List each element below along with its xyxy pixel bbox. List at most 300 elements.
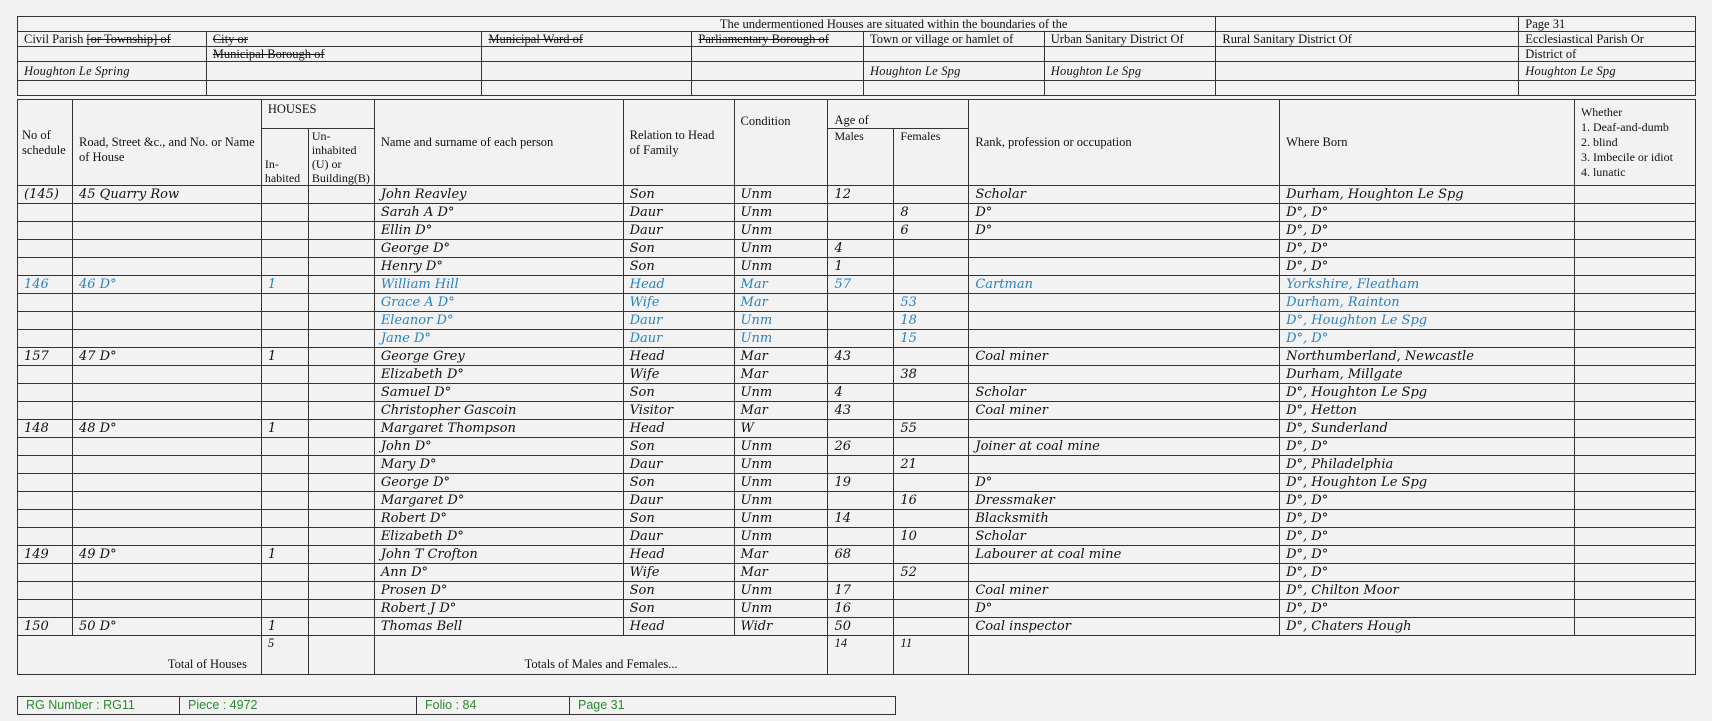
schedule-cell [18,564,73,582]
occupation-cell [969,330,1280,348]
person-name: Prosen D° [374,582,623,600]
col-houses: HOUSES [261,100,374,129]
table-row [18,222,1696,240]
schedule-cell [18,510,73,528]
road-cell [72,564,261,582]
female-age: 16 [894,492,969,510]
person-name: Henry D° [374,258,623,276]
schedule-cell [18,438,73,456]
road-cell [72,456,261,474]
table-row [18,474,1696,492]
uninhabited-cell [308,258,374,276]
male-age: 1 [828,258,894,276]
relation-cell: Head [623,546,734,564]
person-name: John T Crofton [374,546,623,564]
page-label: Page 31 [1519,17,1696,32]
table-row [18,204,1696,222]
relation-cell: Son [623,600,734,618]
male-age: 12 [828,186,894,204]
relation-cell: Daur [623,492,734,510]
person-name: Christopher Gascoin [374,402,623,420]
infirmity-cell [1574,438,1695,456]
infirmity-cell [1574,618,1695,636]
infirmity-cell [1574,222,1695,240]
condition-cell: Mar [734,366,828,384]
person-name: Eleanor D° [374,312,623,330]
infirmity-cell [1574,240,1695,258]
road-cell [72,366,261,384]
male-age [828,366,894,384]
uninhabited-cell [308,438,374,456]
male-age [828,312,894,330]
infirmity-cell [1574,330,1695,348]
road-cell [72,438,261,456]
census-table [17,99,1696,675]
person-name: Robert D° [374,510,623,528]
birthplace-cell: Durham, Rainton [1280,294,1575,312]
inhabited-cell [261,312,308,330]
male-age: 19 [828,474,894,492]
male-age: 17 [828,582,894,600]
rg-number: RG Number : RG11 [18,697,180,714]
infirmity-cell [1574,474,1695,492]
male-age [828,330,894,348]
female-age: 55 [894,420,969,438]
table-row [18,528,1696,546]
inhabited-cell [261,222,308,240]
uninhabited-cell [308,222,374,240]
inhabited-cell [261,528,308,546]
occupation-cell [969,312,1280,330]
relation-cell: Head [623,348,734,366]
infirmity-cell [1574,456,1695,474]
whether-3: 3. Imbecile or idiot [1580,150,1673,164]
relation-cell: Son [623,582,734,600]
col-condition: Condition [734,100,828,186]
person-name: Grace A D° [374,294,623,312]
occupation-cell: Coal miner [969,582,1280,600]
table-row [18,402,1696,420]
female-age [894,186,969,204]
schedule-cell [18,294,73,312]
inhabited-cell: 1 [261,348,308,366]
road-cell: 47 D° [72,348,261,366]
male-age: 43 [828,348,894,366]
col-road: Road, Street &c., and No. or Name of House [72,100,261,186]
person-name: Ellin D° [374,222,623,240]
person-name: George Grey [374,348,623,366]
schedule-cell [18,456,73,474]
column-headers [18,100,1696,186]
birthplace-cell: Northumberland, Newcastle [1280,348,1575,366]
uninhabited-cell [308,384,374,402]
birthplace-cell: D°, Sunderland [1280,420,1575,438]
male-age [828,294,894,312]
birthplace-cell: D°, D° [1280,222,1575,240]
schedule-cell [18,330,73,348]
occupation-cell [969,564,1280,582]
occupation-cell: Cartman [969,276,1280,294]
urban-sanitary-value: Houghton Le Spg [1044,62,1216,81]
female-age [894,510,969,528]
col-inhabited: In- habited [261,129,308,186]
relation-cell: Son [623,384,734,402]
person-name: John Reavley [374,186,623,204]
person-name: Samuel D° [374,384,623,402]
uninhabited-cell [308,312,374,330]
male-age [828,492,894,510]
person-name: Thomas Bell [374,618,623,636]
uninhabited-cell [308,186,374,204]
inhabited-cell [261,510,308,528]
female-age [894,582,969,600]
condition-cell: Unm [734,582,828,600]
female-age [894,438,969,456]
relation-cell: Wife [623,564,734,582]
inhabited-cell [261,366,308,384]
table-row [18,600,1696,618]
col-age-of: Age of [828,100,969,129]
person-name: Margaret Thompson [374,420,623,438]
birthplace-cell: D°, D° [1280,510,1575,528]
road-cell: 45 Quarry Row [72,186,261,204]
female-age: 15 [894,330,969,348]
road-cell [72,582,261,600]
male-age [828,222,894,240]
condition-cell: W [734,420,828,438]
schedule-cell [18,582,73,600]
uninhabited-cell [308,474,374,492]
infirmity-cell [1574,384,1695,402]
male-age: 4 [828,384,894,402]
occupation-cell: Coal miner [969,348,1280,366]
infirmity-cell [1574,582,1695,600]
uninhabited-cell [308,582,374,600]
condition-cell: Mar [734,402,828,420]
inhabited-cell [261,474,308,492]
road-cell: 50 D° [72,618,261,636]
road-cell [72,600,261,618]
inhabited-cell: 1 [261,618,308,636]
birthplace-cell: Durham, Houghton Le Spg [1280,186,1575,204]
birthplace-cell: D°, D° [1280,330,1575,348]
civil-parish-value: Houghton Le Spring [18,62,207,81]
town-label: Town or village or hamlet of [864,32,1045,47]
occupation-cell [969,366,1280,384]
relation-cell: Son [623,258,734,276]
male-age: 43 [828,402,894,420]
occupation-cell: D° [969,222,1280,240]
condition-cell: Unm [734,240,828,258]
relation-cell: Wife [623,294,734,312]
occupation-cell: Scholar [969,384,1280,402]
inhabited-cell [261,258,308,276]
occupation-cell: Dressmaker [969,492,1280,510]
page-number: Page 31 [578,698,625,712]
birthplace-cell: D°, D° [1280,240,1575,258]
condition-cell: Mar [734,564,828,582]
schedule-cell [18,474,73,492]
schedule-cell: 146 [18,276,73,294]
road-cell: 48 D° [72,420,261,438]
infirmity-cell [1574,258,1695,276]
total-males-value: 14 [828,636,894,675]
relation-cell: Son [623,438,734,456]
infirmity-cell [1574,510,1695,528]
person-name: Mary D° [374,456,623,474]
relation-cell: Wife [623,366,734,384]
uninhabited-cell [308,528,374,546]
birthplace-cell: Durham, Millgate [1280,366,1575,384]
relation-cell: Daur [623,528,734,546]
road-cell [72,492,261,510]
col-whether [1574,100,1695,186]
person-name: George D° [374,240,623,258]
birthplace-cell: D°, Houghton Le Spg [1280,312,1575,330]
uninhabited-cell [308,618,374,636]
relation-cell: Son [623,510,734,528]
inhabited-cell: 1 [261,420,308,438]
infirmity-cell [1574,366,1695,384]
condition-cell: Unm [734,384,828,402]
table-row [18,492,1696,510]
condition-cell: Unm [734,474,828,492]
birthplace-cell: D°, D° [1280,528,1575,546]
occupation-cell: D° [969,600,1280,618]
condition-cell: Mar [734,546,828,564]
municipal-ward-label: Municipal Ward of [482,32,692,47]
whether-title: Whether [1580,105,1623,119]
female-age: 52 [894,564,969,582]
male-age [828,456,894,474]
parliamentary-borough-label: Parliamentary Borough of [692,32,864,47]
person-name: Elizabeth D° [374,528,623,546]
occupation-cell: Labourer at coal mine [969,546,1280,564]
municipal-borough-label: Municipal Borough of [206,47,482,62]
infirmity-cell [1574,600,1695,618]
schedule-cell: 148 [18,420,73,438]
ecclesiastical-value: Houghton Le Spg [1519,62,1696,81]
female-age [894,348,969,366]
birthplace-cell: D°, Houghton Le Spg [1280,474,1575,492]
relation-cell: Daur [623,456,734,474]
table-row [18,312,1696,330]
birthplace-cell: D°, Chaters Hough [1280,618,1575,636]
occupation-cell: Blacksmith [969,510,1280,528]
total-persons-label: Totals of Males and Females... [374,636,828,675]
female-age [894,384,969,402]
road-cell [72,402,261,420]
inhabited-cell [261,582,308,600]
occupation-cell: Coal inspector [969,618,1280,636]
relation-cell: Daur [623,222,734,240]
road-cell [72,312,261,330]
birthplace-cell: D°, Houghton Le Spg [1280,384,1575,402]
person-name: George D° [374,474,623,492]
schedule-cell [18,258,73,276]
uninhabited-cell [308,420,374,438]
birthplace-cell: D°, Hetton [1280,402,1575,420]
relation-cell: Daur [623,312,734,330]
infirmity-cell [1574,546,1695,564]
table-row [18,564,1696,582]
person-name: John D° [374,438,623,456]
condition-cell: Unm [734,600,828,618]
infirmity-cell [1574,276,1695,294]
female-age [894,618,969,636]
uninhabited-cell [308,204,374,222]
table-row [18,546,1696,564]
male-age: 14 [828,510,894,528]
road-cell [72,474,261,492]
birthplace-cell: D°, Philadelphia [1280,456,1575,474]
district-label: District of [1519,47,1696,62]
inhabited-cell [261,186,308,204]
inhabited-cell [261,402,308,420]
infirmity-cell [1574,294,1695,312]
city-label: City or [206,32,482,47]
schedule-cell: (145) [18,186,73,204]
table-row [18,510,1696,528]
schedule-cell [18,240,73,258]
male-age: 4 [828,240,894,258]
table-row [18,456,1696,474]
condition-cell: Unm [734,222,828,240]
table-row [18,276,1696,294]
male-age: 68 [828,546,894,564]
birthplace-cell: D°, D° [1280,492,1575,510]
total-houses-label: Total of Houses [18,636,262,675]
inhabited-cell [261,204,308,222]
inhabited-cell [261,330,308,348]
female-age [894,546,969,564]
schedule-cell [18,312,73,330]
uninhabited-cell [308,240,374,258]
inhabited-cell [261,294,308,312]
totals [18,636,1696,675]
birthplace-cell: D°, D° [1280,204,1575,222]
infirmity-cell [1574,492,1695,510]
female-age: 8 [894,204,969,222]
header-table [17,16,1696,96]
road-cell [72,528,261,546]
female-age: 53 [894,294,969,312]
inhabited-cell [261,384,308,402]
relation-cell: Head [623,618,734,636]
road-cell: 46 D° [72,276,261,294]
relation-cell: Head [623,276,734,294]
infirmity-cell [1574,528,1695,546]
female-age [894,600,969,618]
census-rows [18,186,1696,636]
uninhabited-cell [308,348,374,366]
civil-parish-label: Civil Parish [or Township] of [18,32,207,47]
inhabited-cell [261,456,308,474]
schedule-cell [18,402,73,420]
relation-cell: Daur [623,204,734,222]
female-age: 10 [894,528,969,546]
ecclesiastical-label: Ecclesiastical Parish Or [1519,32,1696,47]
infirmity-cell [1574,204,1695,222]
infirmity-cell [1574,402,1695,420]
birthplace-cell: D°, D° [1280,564,1575,582]
table-row [18,384,1696,402]
whether-1: 1. Deaf-and-dumb [1580,120,1669,134]
person-name: Elizabeth D° [374,366,623,384]
female-age [894,240,969,258]
condition-cell: Unm [734,204,828,222]
female-age: 38 [894,366,969,384]
female-age [894,474,969,492]
table-row [18,294,1696,312]
condition-cell: Mar [734,294,828,312]
inhabited-cell [261,564,308,582]
total-houses-value: 5 [261,636,308,675]
female-age: 6 [894,222,969,240]
relation-cell: Visitor [623,402,734,420]
rural-sanitary-label: Rural Sanitary District Of [1216,32,1519,47]
town-value: Houghton Le Spg [864,62,1045,81]
total-females-value: 11 [894,636,969,675]
road-cell [72,240,261,258]
occupation-cell [969,240,1280,258]
col-females: Females [894,129,969,186]
person-name: Margaret D° [374,492,623,510]
table-row [18,240,1696,258]
reference-footer [17,696,896,715]
infirmity-cell [1574,186,1695,204]
condition-cell: Unm [734,528,828,546]
schedule-cell: 157 [18,348,73,366]
occupation-cell: D° [969,474,1280,492]
infirmity-cell [1574,312,1695,330]
condition-cell: Unm [734,330,828,348]
road-cell [72,204,261,222]
occupation-cell [969,456,1280,474]
infirmity-cell [1574,564,1695,582]
male-age [828,528,894,546]
schedule-cell [18,492,73,510]
inhabited-cell [261,240,308,258]
table-row [18,618,1696,636]
condition-cell: Mar [734,348,828,366]
schedule-cell [18,366,73,384]
table-row [18,348,1696,366]
condition-cell: Unm [734,492,828,510]
birthplace-cell: D°, D° [1280,258,1575,276]
condition-cell: Unm [734,312,828,330]
female-age [894,276,969,294]
condition-cell: Unm [734,258,828,276]
female-age [894,258,969,276]
condition-cell: Unm [734,438,828,456]
inhabited-cell [261,438,308,456]
uninhabited-cell [308,546,374,564]
person-name: Sarah A D° [374,204,623,222]
uninhabited-cell [308,492,374,510]
birthplace-cell: D°, Chilton Moor [1280,582,1575,600]
table-row [18,438,1696,456]
birthplace-cell: D°, D° [1280,600,1575,618]
inhabited-cell: 1 [261,276,308,294]
uninhabited-cell [308,456,374,474]
urban-sanitary-label: Urban Sanitary District Of [1044,32,1216,47]
folio-number: Folio : 84 [417,697,570,714]
person-name: William Hill [374,276,623,294]
birthplace-cell: Yorkshire, Fleatham [1280,276,1575,294]
person-name: Jane D° [374,330,623,348]
table-row [18,258,1696,276]
